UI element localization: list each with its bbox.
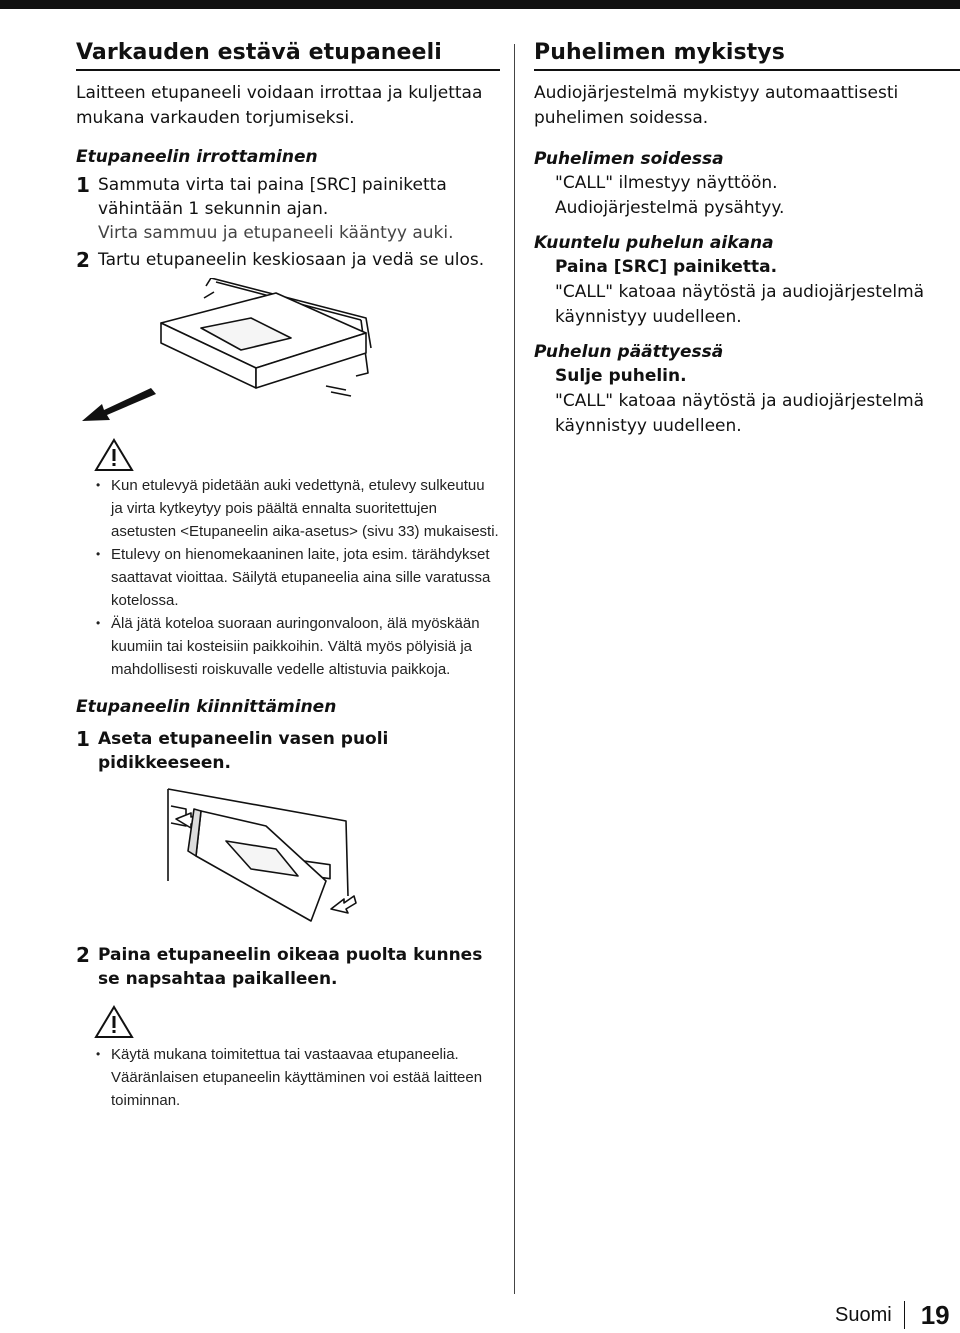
right-column <box>534 40 960 439</box>
panel-removal-illustration <box>76 278 500 428</box>
warning-item: • Kun etulevyä pidetään auki vedettynä, etulevy sulkeutuu ja virta kytkeytyy pois päältä ennalta suoritettujen asetusten <Etupaneelin aika-asetus> (sivu 33) mukaisesti. <box>76 474 500 543</box>
warning-item: • Etulevy on hienomekaaninen laite, jota esim. tärähdykset saattavat vioittaa. Säilytä etupaneelia aina sille varatussa kotelossa. <box>76 543 500 612</box>
warning-triangle-icon <box>94 1005 134 1039</box>
warning-triangle-icon <box>94 438 134 472</box>
step-number: 1 <box>76 727 90 751</box>
section-heading: Puhelun päättyessä <box>534 342 724 362</box>
section-heading: Puhelimen soidessa <box>534 149 724 169</box>
left-column <box>76 40 500 1112</box>
remove-step-2 <box>76 248 500 272</box>
section-heading: Kuuntelu puhelun aikana <box>534 233 774 253</box>
step-number: 2 <box>76 248 90 272</box>
page-footer <box>835 1300 950 1330</box>
step-text: Paina etupaneelin oikeaa puolta kunnes se napsahtaa paikalleen. <box>98 945 483 989</box>
attach-step-2 <box>76 943 500 991</box>
info-line: "CALL" katoaa näytöstä ja audiojärjestelmä käynnistyy uudelleen. <box>555 282 925 327</box>
section-body <box>534 364 960 439</box>
attach-heading: Etupaneelin kiinnittäminen <box>76 697 337 717</box>
column-divider <box>514 44 515 1294</box>
info-line: Audiojärjestelmä pysähtyy. <box>555 198 785 218</box>
anti-theft-intro: Laitteen etupaneeli voidaan irrottaa ja kuljettaa mukana varkauden torjumiseksi. <box>76 83 483 128</box>
top-bar <box>0 0 960 9</box>
step-text: Sammuta virta tai paina [SRC] painiketta vähintään 1 sekunnin ajan. <box>98 175 447 219</box>
section-title-anti-theft: Varkauden estävä etupaneeli <box>76 40 500 71</box>
remove-step-1 <box>76 173 500 245</box>
remove-heading: Etupaneelin irrottaminen <box>76 147 318 167</box>
footer-language: Suomi <box>835 1303 892 1326</box>
step-number: 1 <box>76 173 90 197</box>
section-body <box>534 171 960 221</box>
warning-list-1 <box>76 474 500 681</box>
warning-list-2 <box>76 1043 500 1112</box>
step-number: 2 <box>76 943 90 967</box>
action-line: Paina [SRC] painiketta. <box>555 257 778 277</box>
step-text: Aseta etupaneelin vasen puoli pidikkeeseen. <box>98 729 389 773</box>
page-number: 19 <box>920 1299 950 1330</box>
info-line: "CALL" ilmestyy näyttöön. <box>555 173 778 193</box>
info-line: "CALL" katoaa näytöstä ja audiojärjestelmä käynnistyy uudelleen. <box>555 391 925 436</box>
section-title-phone-mute: Puhelimen mykistys <box>534 40 960 71</box>
section-body <box>534 255 960 330</box>
warning-item: • Käytä mukana toimitettua tai vastaavaa etupaneelia. Vääränlaisen etupaneelin käyttäminen voi estää laitteen toiminnan. <box>76 1043 500 1112</box>
step-text: Tartu etupaneelin keskiosaan ja vedä se ulos. <box>98 250 485 270</box>
phone-mute-intro: Audiojärjestelmä mykistyy automaattisesti puhelimen soidessa. <box>534 83 899 128</box>
step-note: Virta sammuu ja etupaneeli kääntyy auki. <box>98 223 454 243</box>
action-line: Sulje puhelin. <box>555 366 687 386</box>
panel-attach-illustration <box>76 781 500 931</box>
warning-item: • Älä jätä koteloa suoraan auringonvaloon, älä myöskään kuumiin tai kosteisiin paikkoihin. Vältä myös pölyisiä ja mahdollisesti roiskuvalle vedelle altistuvia paikkoja. <box>76 612 500 681</box>
attach-step-1 <box>76 727 500 775</box>
